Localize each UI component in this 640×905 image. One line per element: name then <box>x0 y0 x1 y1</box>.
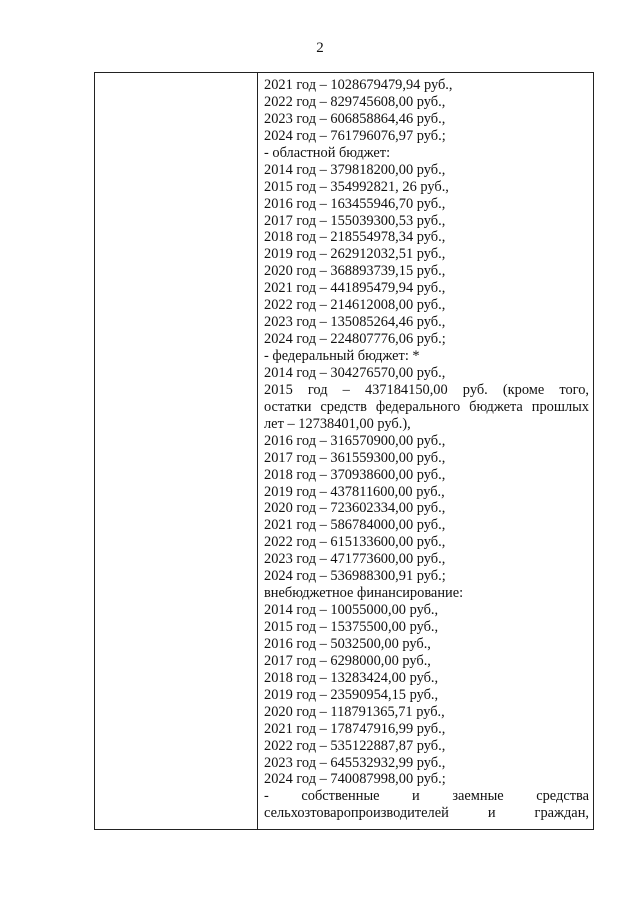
text-line: 2015 год – 354992821, 26 руб., <box>264 178 449 195</box>
text-line: 2014 год – 304276570,00 руб., <box>264 364 446 381</box>
text-line: 2017 год – 6298000,00 руб., <box>264 652 431 669</box>
text-line: 2018 год – 13283424,00 руб., <box>264 669 439 686</box>
text-line: 2020 год – 368893739,15 руб., <box>264 263 446 280</box>
text-line: 2018 год – 370938600,00 руб., <box>264 466 446 483</box>
text-line: 2021 год – 1028679479,94 руб., <box>264 77 453 93</box>
text-line: внебюджетное финансирование: <box>264 585 464 602</box>
text-line: 2024 год – 740087998,00 руб.; <box>264 771 446 788</box>
text-line: 2022 год – 535122887,87 руб., <box>264 737 446 754</box>
text-line: лет – 12738401,00 руб.), <box>264 415 411 432</box>
text-line: 2018 год – 218554978,34 руб., <box>264 229 446 246</box>
text-line: 2021 год – 178747916,99 руб., <box>264 720 446 737</box>
text-line: 2024 год – 761796076,97 руб.; <box>264 127 446 144</box>
text-line: 2022 год – 829745608,00 руб., <box>264 93 446 110</box>
funding-text-cell <box>264 77 589 822</box>
text-line: 2016 год – 163455946,70 руб., <box>264 195 446 212</box>
text-line: 2014 год – 379818200,00 руб., <box>264 161 446 178</box>
text-line: 2022 год – 214612008,00 руб., <box>264 297 446 314</box>
funding-table <box>94 72 594 830</box>
text-line: 2023 год – 645532932,99 руб., <box>264 754 446 771</box>
page-number: 2 <box>316 40 324 56</box>
text-line: 2023 год – 606858864,46 руб., <box>264 110 446 127</box>
text-line: - собственные и заемные средства <box>264 788 589 805</box>
text-line: 2019 год – 262912032,51 руб., <box>264 246 446 263</box>
text-line: 2017 год – 155039300,53 руб., <box>264 212 446 229</box>
text-line: 2021 год – 441895479,94 руб., <box>264 280 446 297</box>
text-line: 2014 год – 10055000,00 руб., <box>264 602 439 619</box>
text-line: 2017 год – 361559300,00 руб., <box>264 449 446 466</box>
text-line: 2023 год – 135085264,46 руб., <box>264 314 446 331</box>
text-line: 2019 год – 437811600,00 руб., <box>264 483 445 500</box>
text-line: 2015 год – 15375500,00 руб., <box>264 619 439 635</box>
text-line: 2023 год – 471773600,00 руб., <box>264 551 446 568</box>
column-divider <box>257 73 258 829</box>
text-line: 2024 год – 536988300,91 руб.; <box>264 568 446 585</box>
text-line: 2016 год – 5032500,00 руб., <box>264 635 431 652</box>
text-line: 2020 год – 118791365,71 руб., <box>264 703 445 720</box>
text-line: - областной бюджет: <box>264 144 391 161</box>
text-line: 2020 год – 723602334,00 руб., <box>264 500 446 517</box>
text-line: - федеральный бюджет: * <box>264 348 420 364</box>
text-line: 2024 год – 224807776,06 руб.; <box>264 331 446 348</box>
text-line: сельхозтоваропроизводителей и граждан, <box>264 805 589 822</box>
text-line: 2019 год – 23590954,15 руб., <box>264 686 439 703</box>
text-line: остатки средств федерального бюджета прошлых <box>264 398 589 415</box>
text-line: 2015 год – 437184150,00 руб. (кроме того, <box>264 381 589 398</box>
text-line: 2016 год – 316570900,00 руб., <box>264 432 446 449</box>
text-line: 2021 год – 586784000,00 руб., <box>264 517 446 534</box>
text-line: 2022 год – 615133600,00 руб., <box>264 534 446 551</box>
